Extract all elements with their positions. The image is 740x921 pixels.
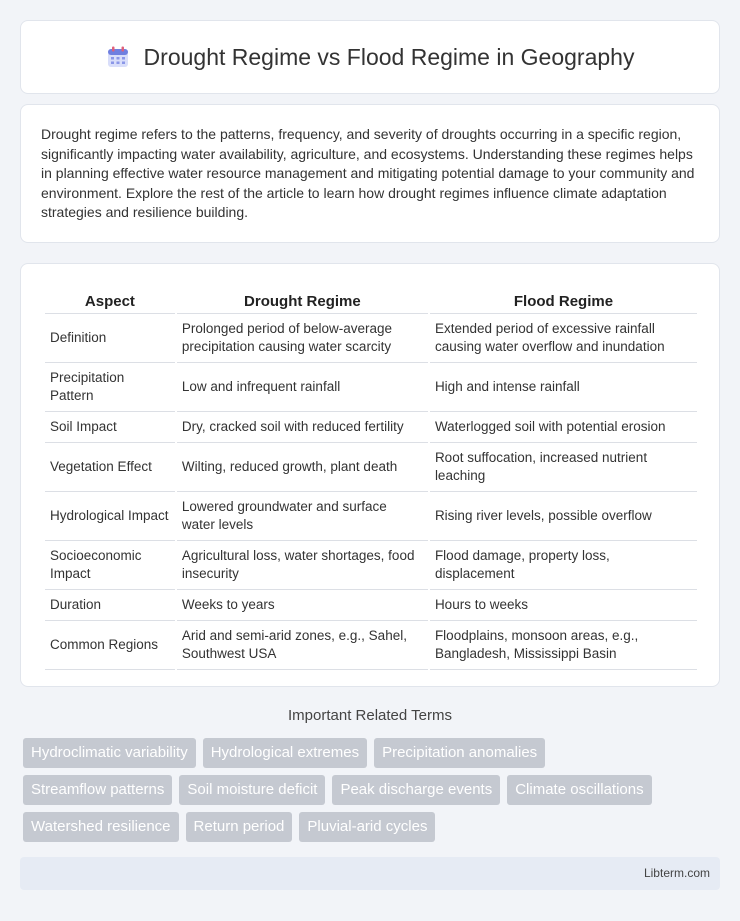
related-term-tag[interactable]: Streamflow patterns xyxy=(23,775,172,805)
table-row xyxy=(45,363,697,412)
table-row xyxy=(45,590,697,621)
cell-drought: Low and infrequent rainfall xyxy=(177,363,428,412)
cell-drought: Agricultural loss, water shortages, food insecurity xyxy=(177,541,428,590)
related-term-tag[interactable]: Peak discharge events xyxy=(332,775,500,805)
cell-aspect: Hydrological Impact xyxy=(45,492,175,541)
cell-drought: Dry, cracked soil with reduced fertility xyxy=(177,412,428,443)
related-terms-row xyxy=(23,738,723,768)
related-term-tag[interactable]: Precipitation anomalies xyxy=(374,738,545,768)
related-term-tag[interactable]: Climate oscillations xyxy=(507,775,651,805)
cell-drought: Arid and semi-arid zones, e.g., Sahel, Southwest USA xyxy=(177,621,428,670)
related-term-tag[interactable]: Soil moisture deficit xyxy=(179,775,325,805)
intro-text: Drought regime refers to the patterns, frequency, and severity of droughts occurring in a specific region, significantly impacting water availability, agriculture, and ecosystems. Understanding these regimes helps in planning effective water resource management and mitigating potential damage to your community and environment. Explore the rest of the article to learn how drought regimes influence climate adaptation strategies and resilience building. xyxy=(41,126,695,220)
table-row xyxy=(45,621,697,670)
cell-flood: Floodplains, monsoon areas, e.g., Bangladesh, Mississippi Basin xyxy=(430,621,697,670)
header-flood-regime: Flood Regime xyxy=(430,284,697,314)
cell-aspect: Soil Impact xyxy=(45,412,175,443)
cell-aspect: Precipitation Pattern xyxy=(45,363,175,412)
cell-aspect: Duration xyxy=(45,590,175,621)
cell-flood: Root suffocation, increased nutrient leaching xyxy=(430,443,697,492)
cell-aspect: Common Regions xyxy=(45,621,175,670)
footer xyxy=(20,857,720,890)
header-card xyxy=(20,20,720,94)
page-title: Drought Regime vs Flood Regime in Geography xyxy=(143,43,635,70)
cell-drought: Weeks to years xyxy=(177,590,428,621)
header-drought-regime: Drought Regime xyxy=(177,284,428,314)
related-terms-list xyxy=(23,738,723,849)
table-row xyxy=(45,541,697,590)
cell-aspect: Vegetation Effect xyxy=(45,443,175,492)
related-term-tag[interactable]: Hydrological extremes xyxy=(203,738,367,768)
header-aspect: Aspect xyxy=(45,284,175,314)
calendar-icon xyxy=(106,45,130,69)
cell-flood: Flood damage, property loss, displacement xyxy=(430,541,697,590)
cell-drought: Wilting, reduced growth, plant death xyxy=(177,443,428,492)
table-row xyxy=(45,492,697,541)
related-terms-title: Important Related Terms xyxy=(288,707,452,724)
cell-aspect: Definition xyxy=(45,314,175,363)
cell-flood: Waterlogged soil with potential erosion xyxy=(430,412,697,443)
related-term-tag[interactable]: Hydroclimatic variability xyxy=(23,738,196,768)
related-term-tag[interactable]: Watershed resilience xyxy=(23,812,179,842)
table-row xyxy=(45,314,697,363)
table-row xyxy=(45,443,697,492)
related-terms-row xyxy=(23,775,723,805)
related-term-tag[interactable]: Return period xyxy=(186,812,293,842)
cell-flood: High and intense rainfall xyxy=(430,363,697,412)
intro-card xyxy=(20,104,720,243)
table-row xyxy=(45,412,697,443)
comparison-table xyxy=(43,284,699,670)
footer-site-name[interactable]: Libterm.com xyxy=(643,866,710,880)
cell-flood: Extended period of excessive rainfall causing water overflow and inundation xyxy=(430,314,697,363)
cell-drought: Prolonged period of below-average precipitation causing water scarcity xyxy=(177,314,428,363)
comparison-table-card xyxy=(20,263,720,687)
table-header-row xyxy=(45,284,697,314)
cell-drought: Lowered groundwater and surface water levels xyxy=(177,492,428,541)
cell-flood: Rising river levels, possible overflow xyxy=(430,492,697,541)
cell-aspect: Socioeconomic Impact xyxy=(45,541,175,590)
related-term-tag[interactable]: Pluvial-arid cycles xyxy=(299,812,435,842)
cell-flood: Hours to weeks xyxy=(430,590,697,621)
related-terms-row xyxy=(23,812,723,842)
